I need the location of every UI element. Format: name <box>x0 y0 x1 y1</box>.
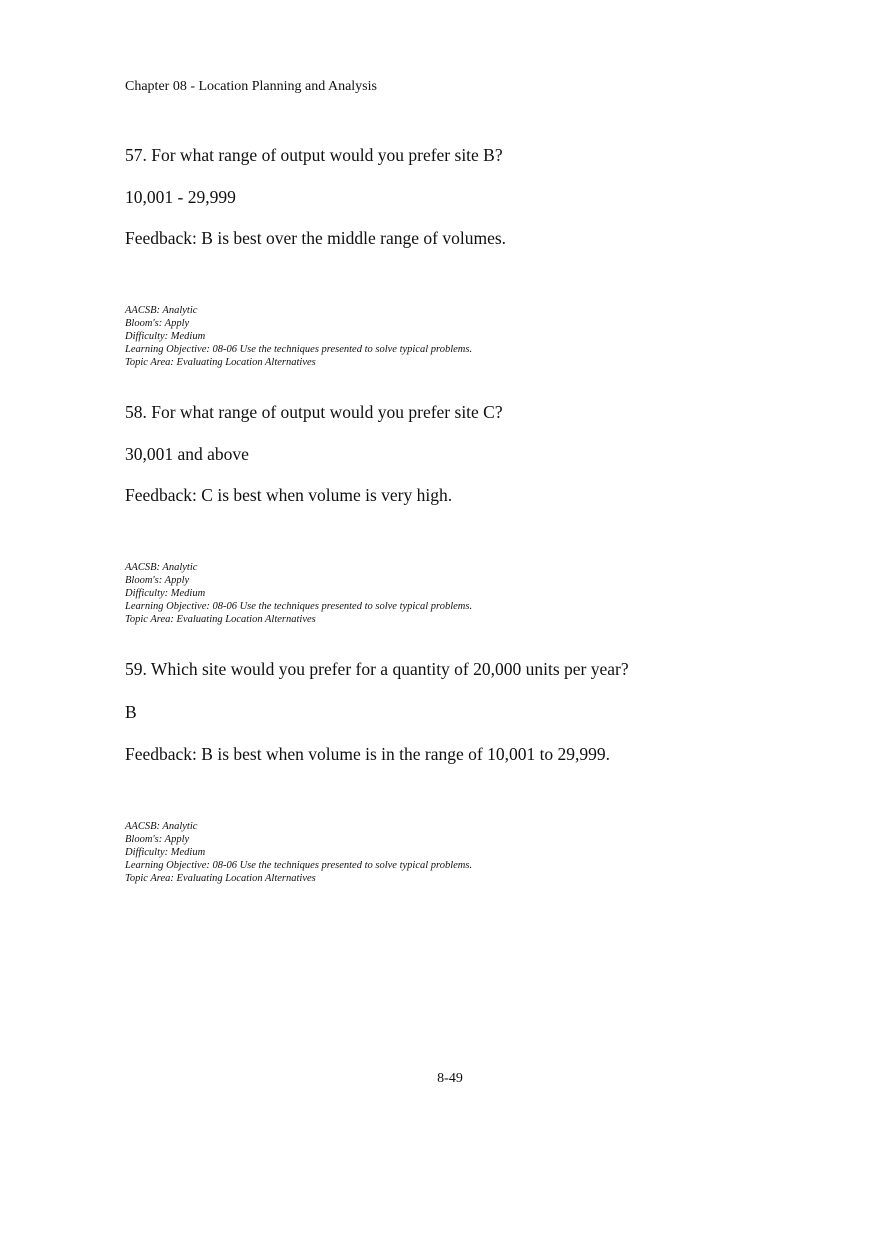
topic-area-tag: Topic Area: Evaluating Location Alternatives <box>125 357 316 368</box>
question-text: 58. For what range of output would you prefer site C? <box>125 402 503 422</box>
difficulty-tag: Difficulty: Medium <box>125 847 206 858</box>
topic-area-tag: Topic Area: Evaluating Location Alternatives <box>125 873 316 884</box>
blooms-tag: Bloom's: Apply <box>125 318 190 329</box>
question-text: 57. For what range of output would you prefer site B? <box>125 145 503 165</box>
answer-text: 30,001 and above <box>125 444 249 464</box>
topic-area-tag: Topic Area: Evaluating Location Alternatives <box>125 614 316 625</box>
question-metadata <box>125 304 825 369</box>
aacsb-tag: AACSB: Analytic <box>125 562 198 573</box>
question-metadata <box>125 561 825 626</box>
feedback-text: Feedback: C is best when volume is very high. <box>125 485 453 505</box>
question-text: 59. Which site would you prefer for a quantity of 20,000 units per year? <box>125 659 629 679</box>
answer-text: B <box>125 702 137 722</box>
aacsb-tag: AACSB: Analytic <box>125 821 198 832</box>
question-block-58 <box>125 401 825 626</box>
answer-text: 10,001 - 29,999 <box>125 187 236 207</box>
blooms-tag: Bloom's: Apply <box>125 834 190 845</box>
feedback-text: Feedback: B is best over the middle range of volumes. <box>125 228 507 248</box>
blooms-tag: Bloom's: Apply <box>125 575 190 586</box>
difficulty-tag: Difficulty: Medium <box>125 588 206 599</box>
learning-objective-tag: Learning Objective: 08-06 Use the techniques presented to solve typical problems. <box>125 601 473 612</box>
question-metadata <box>125 820 825 885</box>
feedback-text: Feedback: B is best when volume is in the range of 10,001 to 29,999. <box>125 744 611 764</box>
learning-objective-tag: Learning Objective: 08-06 Use the techniques presented to solve typical problems. <box>125 344 473 355</box>
difficulty-tag: Difficulty: Medium <box>125 331 206 342</box>
aacsb-tag: AACSB: Analytic <box>125 305 198 316</box>
page-number: 8-49 <box>437 1071 463 1086</box>
page-header: Chapter 08 - Location Planning and Analysis <box>125 79 377 94</box>
question-block-57 <box>125 144 825 369</box>
learning-objective-tag: Learning Objective: 08-06 Use the techniques presented to solve typical problems. <box>125 860 473 871</box>
question-block-59 <box>125 658 825 885</box>
